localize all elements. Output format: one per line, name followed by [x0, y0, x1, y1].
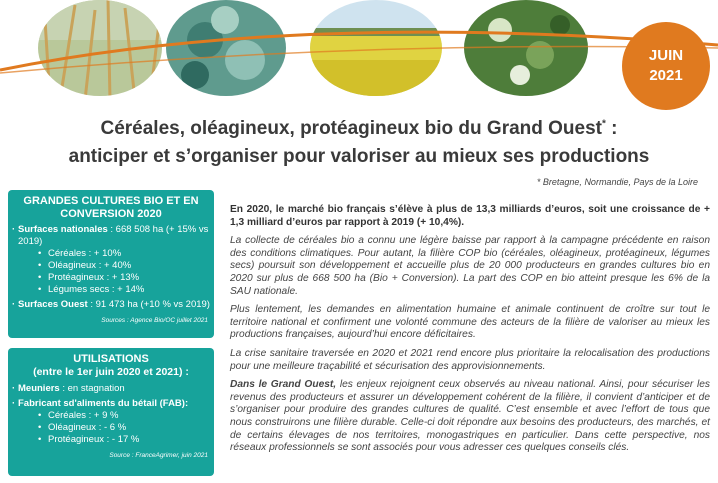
paragraph: Plus lentement, les demandes en alimentation humaine et animale continuent de croître sur tout le territoire national et confirment une volonté commune des acteurs de la filière de valoriser au mieux les productions françaises, aujourd’hui encore déficitaires. [230, 304, 710, 341]
stats-box-utilisations [8, 348, 214, 476]
photo-rapeseed-field [305, 0, 445, 106]
stats-box-surfaces [8, 190, 214, 338]
meuniers: · Meuniers : en stagnation [8, 383, 214, 395]
photo-lupins [460, 0, 590, 100]
paragraph: La collecte de céréales bio a connu une légère baisse par rapport à la campagne précédente en raison des conditions climatiques. Pour autant, la filière COP bio (céréales, oléagineux, protéagineux, légumes secs) poursuit son développement et accueille plus de 20 000 producteurs en grandes cultures bio en 2020 sur plus de 668 500 ha (Bio + Conversion). La part des COP en bio atteint presque les 6% de la SAU nationale. [230, 235, 710, 297]
footnote: * Bretagne, Normandie, Pays de la Loire [536, 177, 698, 187]
paragraph: La crise sanitaire traversée en 2020 et 2021 rend encore plus prioritaire la relocalisation des productions pour une meilleure traçabilité et sécurisation des approvisionnements. [230, 347, 710, 372]
fab: · Fabricant sd'aliments du bétail (FAB): [8, 398, 214, 410]
box-title: UTILISATIONS [73, 353, 149, 365]
header-banner [0, 0, 718, 110]
box-subtitle: (entre le 1er juin 2020 et 2021) : [33, 366, 189, 378]
list-item: • Protéagineux : + 13% [8, 272, 214, 284]
list-item: • Légumes secs : + 14% [8, 284, 214, 296]
article-body [230, 204, 710, 461]
paragraph-lead: Dans le Grand Ouest, [230, 379, 337, 391]
list-item: • Céréales : + 9 % [8, 410, 214, 422]
national-surface: · Surfaces nationales : 668 508 ha (+ 15% vs 2019) [8, 224, 214, 248]
title-footnote-mark: * [602, 118, 606, 130]
box-source: Source : FranceAgrimer, juin 2021 [109, 452, 208, 459]
list-item: • Céréales : + 10% [8, 248, 214, 260]
paragraph: Dans le Grand Ouest, les enjeux rejoignent ceux observés au niveau national. Ainsi, pour sécuriser les revenus des producteurs et assurer un développement cohérent de la filière, il convient d’anticiper et de s’organiser pour produire des grandes cultures de qualité. C’est ensemble et avec l’effort de tous que nous construirons une filière durable. Celle-ci doit répondre aux besoins des producteurs, des marchés, et de certains élevages de nos territoires, monogastriques en particulier. Dans cette perspective, nos réseaux professionnels se sont associés pour vous adresser ces quelques conseils clés. [230, 379, 711, 454]
page-title: Céréales, oléagineux, protéagineux bio du Grand Ouest* : [100, 118, 618, 139]
photo-grass [30, 0, 170, 100]
date-year: 2021 [649, 67, 683, 84]
list-item: • Oléagineux : - 6 % [8, 422, 214, 434]
ouest-surface: · Surfaces Ouest : 91 473 ha (+10 % vs 2019) [8, 299, 214, 311]
list-item: • Oléagineux : + 40% [8, 260, 214, 272]
page-subtitle: anticiper et s’organiser pour valoriser au mieux ses productions [68, 146, 650, 167]
date-badge [622, 22, 710, 110]
lead-paragraph: En 2020, le marché bio français s’élève à plus de 13,3 milliards d’euros, soit une croissance de + 1,3 milliard d’euros par rapport à 2019 (+ 10,4%). [230, 204, 710, 228]
photo-plants [160, 0, 290, 100]
date-month: JUIN [648, 47, 684, 64]
list-item: • Protéagineux : - 17 % [8, 434, 214, 446]
box-source: Sources : Agence Bio/OC juillet 2021 [101, 317, 208, 324]
box-title: GRANDES CULTURES BIO ET EN CONVERSION 2020 [23, 195, 199, 220]
